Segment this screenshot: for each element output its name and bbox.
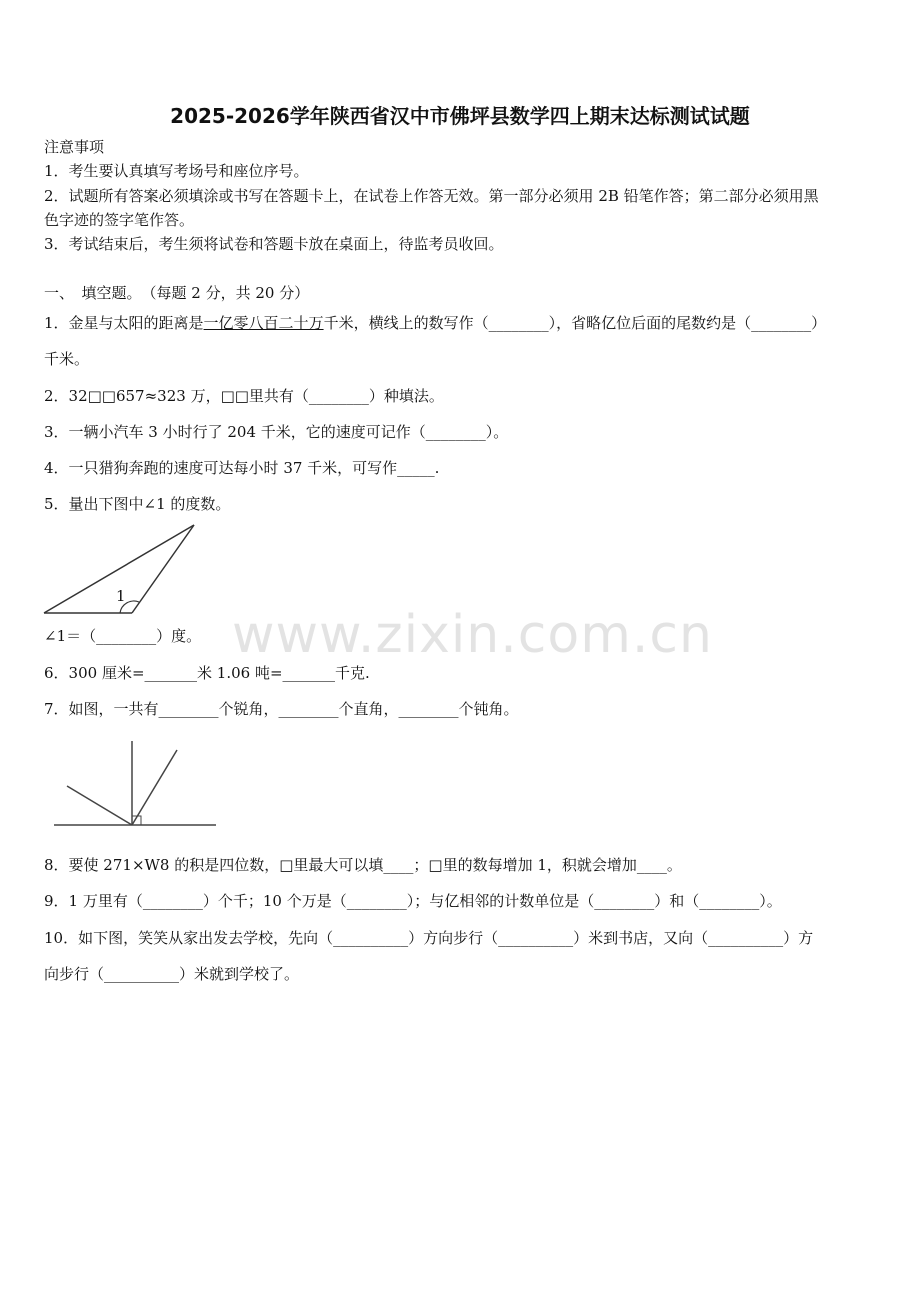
- question-10: 10．如下图，笑笑从家出发去学校，先向（__________）方向步行（__________）米到书店，又向（__________）方: [44, 929, 814, 947]
- notice-heading: 注意事项: [44, 138, 105, 156]
- question-3: 3．一辆小汽车 3 小时行了 204 千米，它的速度可记作（________）。: [44, 423, 509, 441]
- notice-item: 3．考试结束后，考生须将试卷和答题卡放在桌面上，待监考员收回。: [44, 235, 504, 253]
- page-title: 2025-2026学年陕西省汉中市佛坪县数学四上期末达标测试试题: [170, 104, 750, 128]
- question-4: 4．一只猎狗奔跑的速度可达每小时 37 千米，可写作_____.: [44, 459, 440, 477]
- question-8: 8．要使 271×W8 的积是四位数，□里最大可以填____；□里的数每增加 1，积就会增加____。: [44, 856, 682, 874]
- rays-figure: [52, 738, 220, 830]
- question-5-answer: ∠1＝（________）度。: [44, 627, 202, 645]
- question-1-cont: 千米。: [44, 350, 90, 368]
- question-5: 5．量出下图中∠1 的度数。: [44, 495, 231, 513]
- notice-item: 色字迹的签字笔作答。: [44, 211, 195, 229]
- notice-item: 2．试题所有答案必须填涂或书写在答题卡上，在试卷上作答无效。第一部分必须用 2B 铅笔作答；第二部分必须用黑: [44, 187, 819, 205]
- question-6: 6．300 厘米=_______米 1.06 吨=_______千克.: [44, 664, 370, 682]
- question-1: 1．金星与太阳的距离是一亿零八百二十万千米，横线上的数写作（________），省略亿位后面的尾数约是（________）: [44, 314, 827, 332]
- question-2: 2．32□□657≈323 万，□□里共有（________）种填法。: [44, 387, 444, 405]
- question-10-cont: 向步行（__________）米就到学校了。: [44, 965, 300, 983]
- angle-figure: [40, 522, 200, 618]
- notice-item: 1．考生要认真填写考场号和座位序号。: [44, 162, 309, 180]
- section-heading: 一、 填空题。 （每题 2 分，共 20 分）: [44, 284, 310, 302]
- question-7: 7．如图，一共有________个锐角，________个直角，________个钝角。: [44, 700, 519, 718]
- question-9: 9．1 万里有（________）个千；10 个万是（________）；与亿相邻的计数单位是（________）和（________）。: [44, 892, 782, 910]
- watermark: www.zixin.com.cn: [232, 605, 713, 665]
- angle-label: 1: [116, 587, 126, 605]
- underlined-number: 一亿零八百二十万: [203, 314, 324, 332]
